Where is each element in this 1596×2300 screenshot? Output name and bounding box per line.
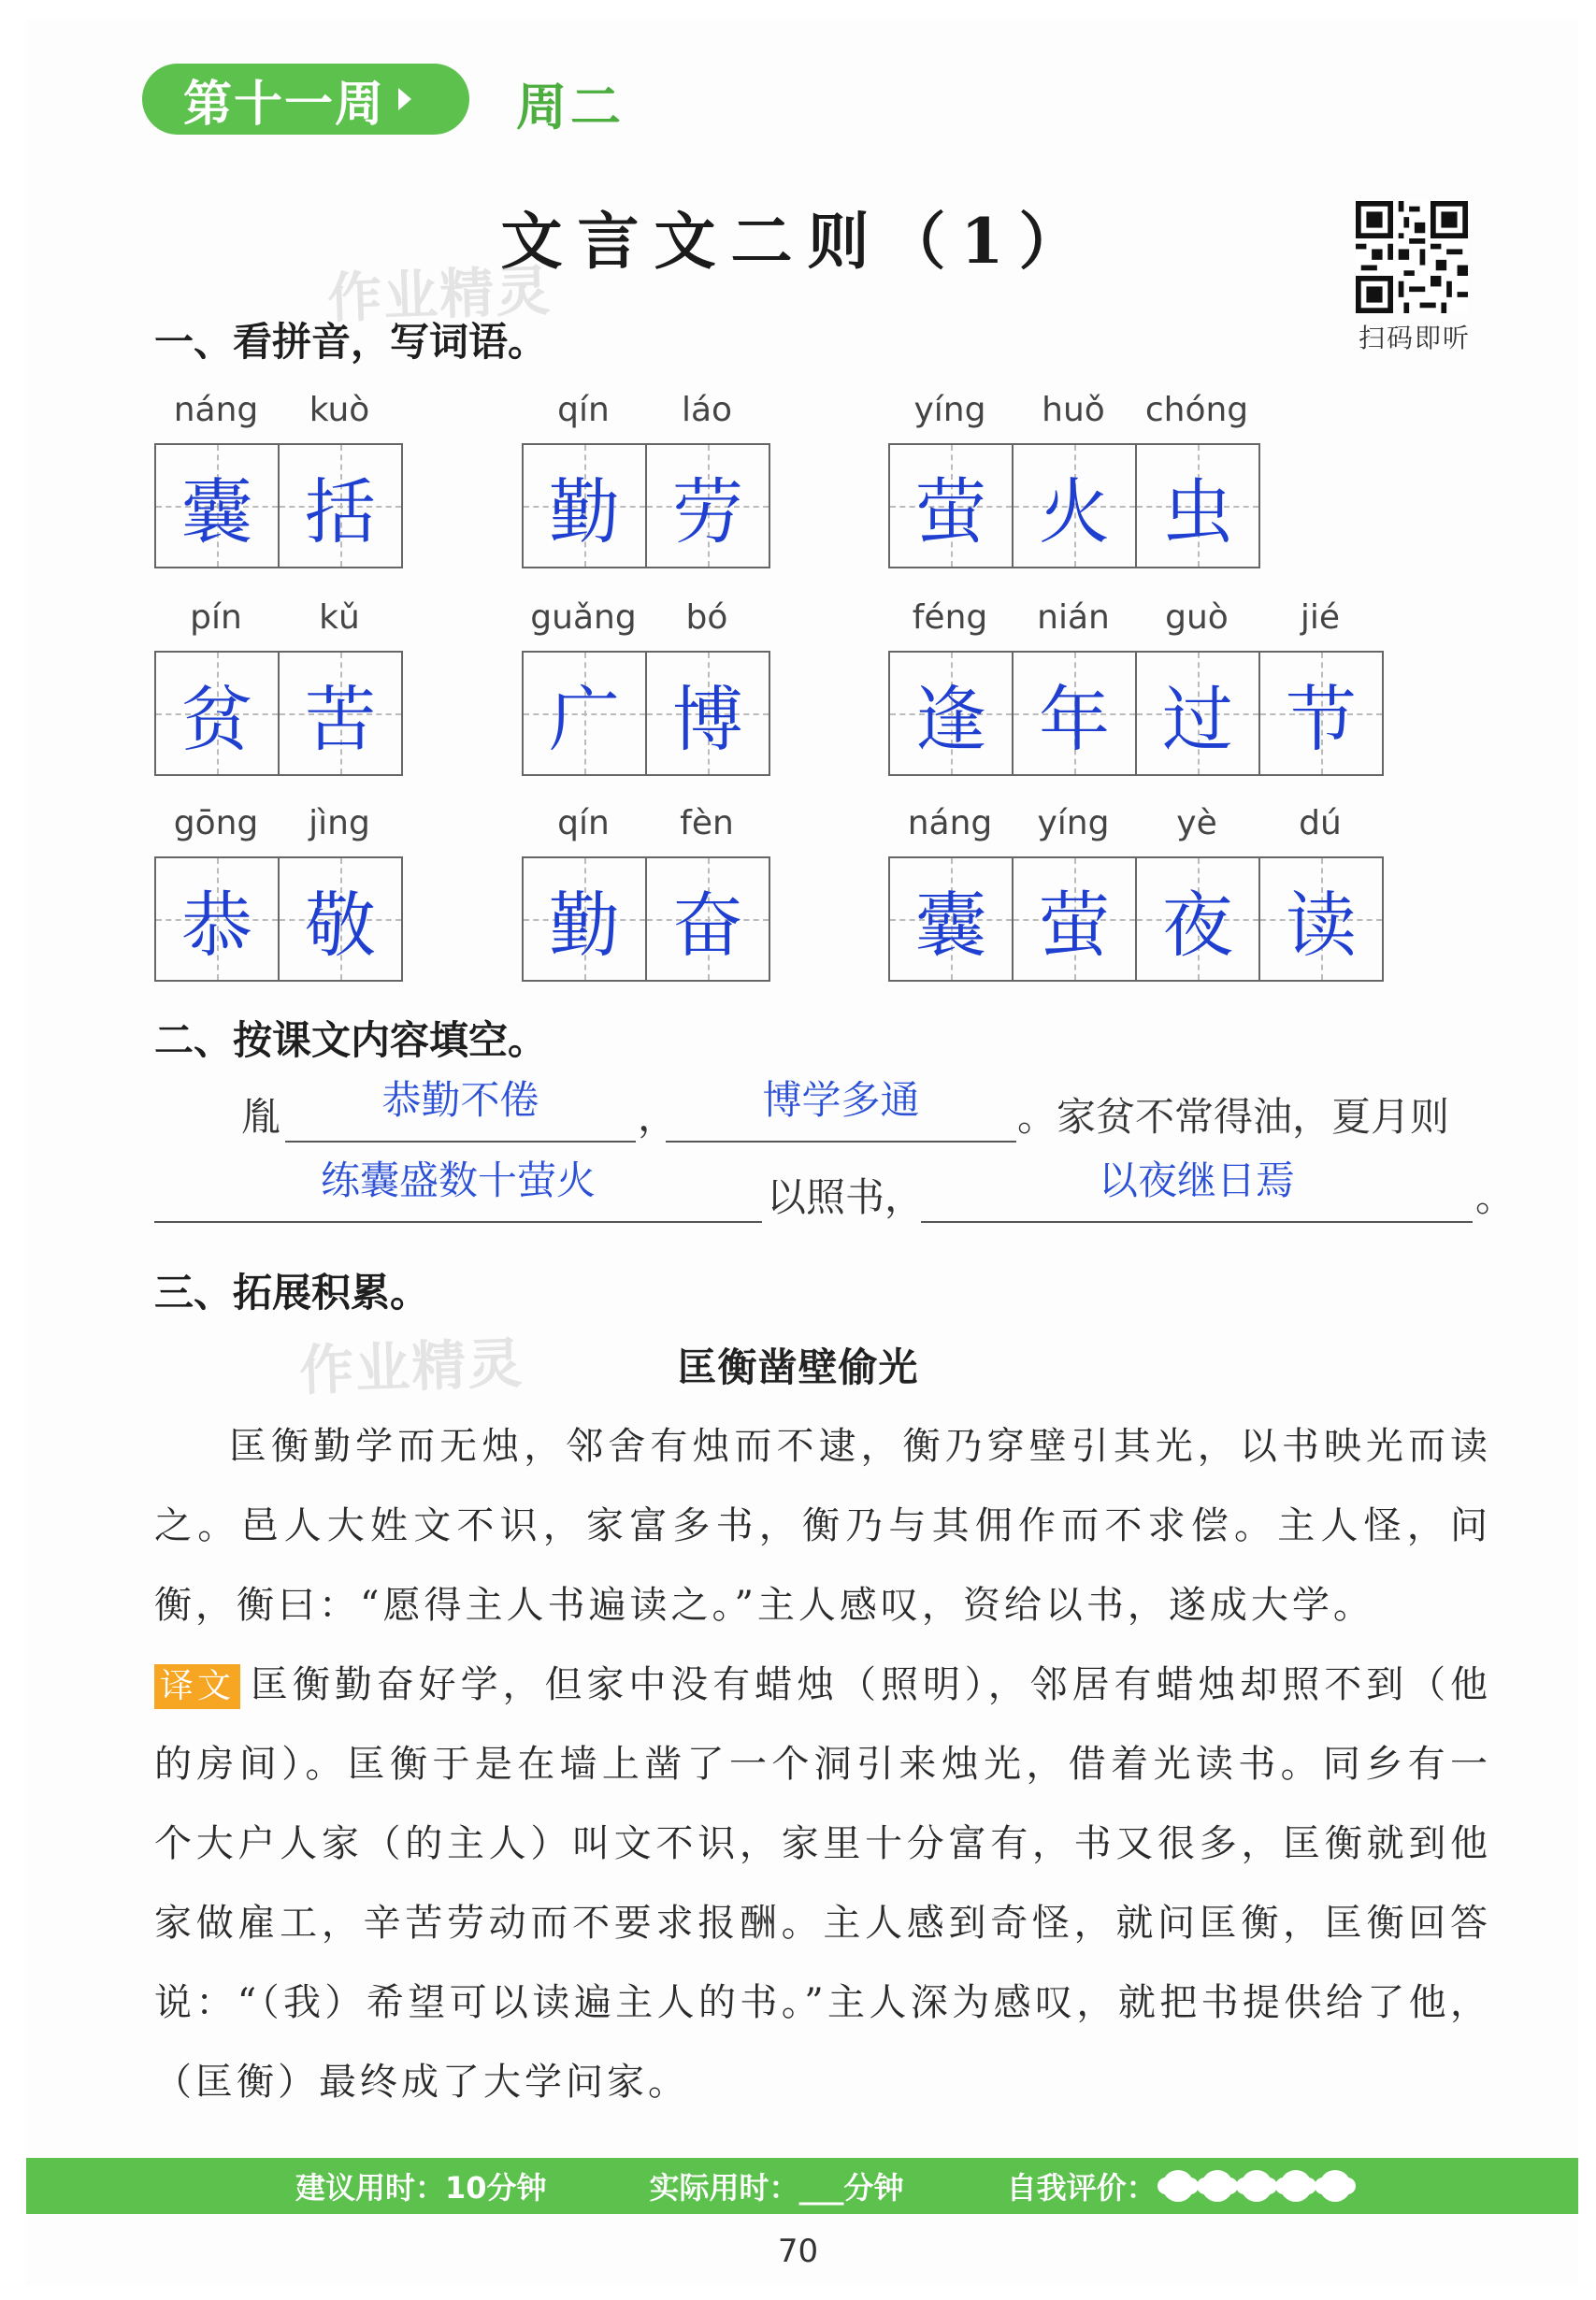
writing-cell[interactable]: [647, 445, 769, 567]
answer-character: 苦: [305, 677, 376, 761]
pinyin-label: pín: [190, 598, 242, 637]
answer-character: 过: [1162, 677, 1233, 761]
tianzige-boxes: [154, 443, 403, 568]
answer-character: 年: [1039, 677, 1110, 761]
pinyin-label: náng: [907, 804, 993, 842]
section1-heading: 一、看拼音，写词语。: [154, 319, 548, 365]
pinyin-row: [888, 598, 1384, 651]
writing-cell[interactable]: [1137, 858, 1260, 980]
answer-text: 以夜继日焉: [1098, 1157, 1295, 1203]
writing-cell[interactable]: [524, 653, 647, 774]
pinyin-label: guǎng: [530, 598, 637, 637]
writing-cell[interactable]: [524, 858, 647, 980]
word-group: [522, 598, 770, 776]
writing-cell[interactable]: [280, 858, 401, 980]
tianzige-boxes: [522, 856, 770, 982]
pinyin-row: [888, 391, 1260, 443]
word-group: [522, 804, 770, 982]
writing-cell[interactable]: [156, 445, 280, 567]
footer-bar: [26, 2158, 1578, 2214]
writing-cell[interactable]: [280, 445, 401, 567]
section2-heading: 二、按课文内容填空。: [154, 1017, 548, 1063]
word-group: [154, 391, 403, 568]
answer-character: 括: [305, 469, 376, 553]
pinyin-label: qín: [557, 391, 610, 429]
fill-mid-text: 以照书，: [767, 1174, 925, 1220]
answer-character: 广: [549, 677, 620, 761]
pinyin-label: nián: [1037, 598, 1110, 637]
pinyin-row: [522, 804, 770, 856]
answer-character: 勤: [549, 883, 620, 967]
writing-cell[interactable]: [1137, 445, 1258, 567]
writing-cell[interactable]: [1014, 858, 1137, 980]
pinyin-row: [154, 804, 403, 856]
qr-code-icon[interactable]: [1356, 201, 1468, 313]
story-title: 匡衡凿壁偷光: [677, 1344, 919, 1390]
answer-character: 萤: [915, 469, 986, 553]
pinyin-label: guò: [1165, 598, 1229, 637]
pinyin-label: kǔ: [319, 598, 360, 637]
pinyin-label: bó: [685, 598, 728, 637]
flower-star-icon[interactable]: [1241, 2170, 1272, 2202]
answer-character: 囊: [915, 883, 986, 967]
fill-end-text: 。: [1475, 1174, 1516, 1220]
answer-blank-4[interactable]: [921, 1157, 1473, 1223]
pinyin-label: yíng: [1037, 804, 1110, 842]
translation-tag: 译文: [154, 1664, 240, 1709]
tianzige-boxes: [888, 651, 1384, 776]
pinyin-label: féng: [912, 598, 988, 637]
writing-cell[interactable]: [156, 858, 280, 980]
word-group: [888, 598, 1384, 776]
rating-stars[interactable]: [1162, 2170, 1351, 2202]
answer-character: 虫: [1162, 469, 1233, 553]
pinyin-label: yíng: [913, 391, 986, 429]
pinyin-label: huǒ: [1042, 391, 1105, 429]
pinyin-label: chóng: [1144, 391, 1249, 429]
writing-cell[interactable]: [1014, 445, 1137, 567]
pinyin-label: jìng: [309, 804, 370, 842]
page-title: 文言文二则（1）: [500, 205, 1096, 278]
pinyin-row: [888, 804, 1384, 856]
answer-character: 囊: [181, 469, 252, 553]
answer-character: 贫: [181, 677, 252, 761]
pinyin-label: qín: [557, 804, 610, 842]
translation-paragraph: [154, 1646, 1491, 2122]
flower-star-icon[interactable]: [1319, 2170, 1351, 2202]
original-text: 匡衡勤学而无烛，邻舍有烛而不逮，衡乃穿壁引其光，以书映光而读之。邑人大姓文不识，家富多书，衡乃与其佣作而不求偿。主人怪，问衡，衡曰：“愿得主人书遍读之。”主人感叹，资给以书，遂成大学。: [154, 1425, 1491, 1627]
answer-text: 博学多通: [762, 1077, 920, 1123]
tianzige-boxes: [522, 651, 770, 776]
pinyin-label: dú: [1299, 804, 1342, 842]
pinyin-label: láo: [681, 391, 733, 429]
answer-character: 逢: [915, 677, 986, 761]
self-eval-label: 自我评价：: [1006, 2170, 1157, 2206]
pinyin-label: yè: [1176, 804, 1217, 842]
answer-text: 恭勤不倦: [381, 1077, 539, 1123]
writing-cell[interactable]: [1260, 653, 1382, 774]
qr-caption: 扫码即听: [1358, 323, 1471, 353]
pinyin-label: náng: [173, 391, 259, 429]
day-label: 周二: [516, 78, 625, 137]
writing-cell[interactable]: [1260, 858, 1382, 980]
answer-character: 奋: [672, 883, 743, 967]
answer-blank-3[interactable]: [154, 1157, 762, 1223]
writing-cell[interactable]: [647, 858, 769, 980]
answer-character: 萤: [1039, 883, 1110, 967]
flower-star-icon[interactable]: [1280, 2170, 1312, 2202]
actual-time: 实际用时：___分钟: [649, 2170, 904, 2206]
pinyin-row: [522, 391, 770, 443]
fill-comma: ，: [638, 1094, 678, 1140]
pinyin-label: gōng: [173, 804, 259, 842]
flower-star-icon[interactable]: [1162, 2170, 1194, 2202]
answer-character: 勤: [549, 469, 620, 553]
pinyin-row: [154, 391, 403, 443]
flower-star-icon[interactable]: [1201, 2170, 1233, 2202]
answer-character: 读: [1286, 883, 1357, 967]
tianzige-boxes: [888, 443, 1260, 568]
writing-cell[interactable]: [1014, 653, 1137, 774]
word-group: [154, 804, 403, 982]
writing-cell[interactable]: [524, 445, 647, 567]
pinyin-label: jié: [1300, 598, 1341, 637]
answer-blank-1[interactable]: [285, 1077, 636, 1143]
play-arrow-icon: [398, 88, 411, 110]
answer-character: 节: [1286, 677, 1357, 761]
word-group: [522, 391, 770, 568]
pinyin-label: fèn: [680, 804, 734, 842]
tianzige-boxes: [154, 856, 403, 982]
page-number: 70: [777, 2233, 819, 2270]
answer-character: 劳: [672, 469, 743, 553]
answer-blank-2[interactable]: [666, 1077, 1016, 1143]
fill-start-text: 胤: [241, 1094, 281, 1140]
writing-cell[interactable]: [890, 445, 1014, 567]
tianzige-boxes: [888, 856, 1384, 982]
tianzige-boxes: [154, 651, 403, 776]
translation-text: 匡衡勤奋好学，但家中没有蜡烛（照明），邻居有蜡烛却照不到（他的房间）。匡衡于是在墙上凿了一个洞引来烛光，借着光读书。同乡有一个大户人家（的主人）叫文不识，家里十分富有，书又很多，匡衡就到他家做雇工，辛苦劳动而不要求报酬。主人感到奇怪，就问匡衡，匡衡回答说：“（我）希望可以读遍主人的书。”主人深为感叹，就把书提供给了他，（匡衡）最终成了大学问家。: [154, 1663, 1491, 2104]
writing-cell[interactable]: [1137, 653, 1260, 774]
writing-cell[interactable]: [156, 653, 280, 774]
writing-cell[interactable]: [280, 653, 401, 774]
week-label: 第十一周: [183, 76, 386, 133]
answer-character: 博: [672, 677, 743, 761]
pinyin-label: kuò: [309, 391, 370, 429]
section3-heading: 三、拓展积累。: [154, 1270, 430, 1315]
answer-character: 火: [1039, 469, 1110, 553]
writing-cell[interactable]: [647, 653, 769, 774]
tianzige-boxes: [522, 443, 770, 568]
answer-character: 敬: [305, 883, 376, 967]
writing-cell[interactable]: [890, 653, 1014, 774]
answer-character: 夜: [1162, 883, 1233, 967]
pinyin-row: [522, 598, 770, 651]
word-group: [888, 391, 1260, 568]
watermark: 作业精灵: [326, 258, 554, 331]
suggested-time: 建议用时：10分钟: [295, 2170, 547, 2206]
word-group: [888, 804, 1384, 982]
pinyin-row: [154, 598, 403, 651]
watermark: 作业精灵: [298, 1330, 525, 1403]
week-badge: [142, 64, 469, 135]
word-group: [154, 598, 403, 776]
answer-text: 练囊盛数十萤火: [320, 1157, 596, 1203]
writing-cell[interactable]: [890, 858, 1014, 980]
answer-character: 恭: [181, 883, 252, 967]
fill-middle-text: 。家贫不常得油，夏月则: [1017, 1094, 1450, 1140]
